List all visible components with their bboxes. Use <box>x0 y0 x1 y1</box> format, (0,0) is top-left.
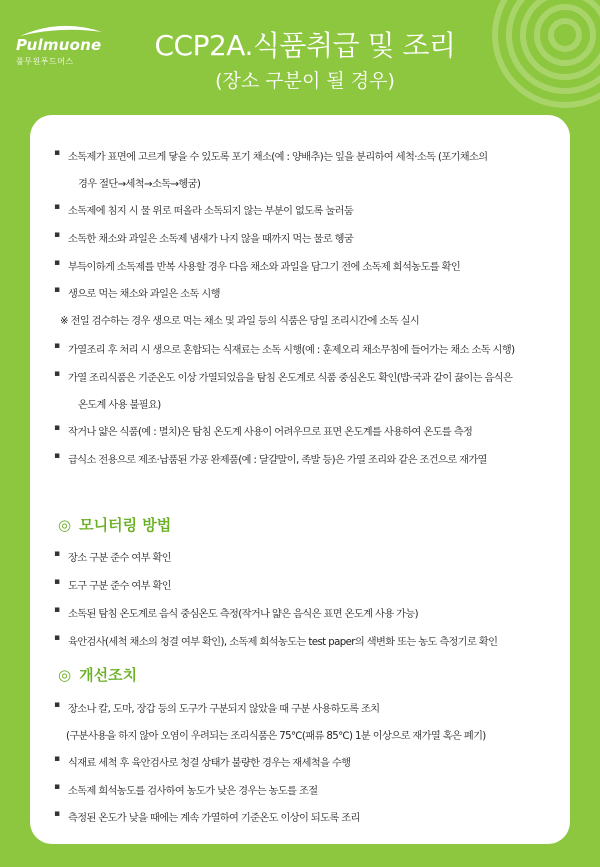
double-circle-icon: ◎ <box>58 666 72 684</box>
double-circle-icon: ◎ <box>58 516 72 534</box>
list-item: ▪ 소독제에 침지 시 물 위로 떠올라 소독되지 않는 부분이 없도록 눌러둠 <box>68 202 560 217</box>
list-item: ▪ 생으로 먹는 채소와 과일은 소독 시행 <box>68 285 560 300</box>
list-item: ▪ 장소나 칼, 도마, 장갑 등의 도구가 구분되지 않았을 때 구분 사용하도록 조치 <box>68 700 560 715</box>
corrective-heading-label: 개선조치 <box>79 666 138 684</box>
note-text: ※ 전일 검수하는 경우 생으로 먹는 채소 및 과일 등의 식품은 당일 조리시간에 소독 실시 <box>60 316 420 327</box>
page-title: CCP2A.식품취급 및 조리 <box>154 29 456 62</box>
list-item: ▪ 육안검사(세척 채소의 청결 여부 확인), 소독제 희석농도는 test paper의 색변화 또는 농도 측정기로 확인 <box>68 633 560 648</box>
list-item: ▪ 소독한 채소와 과일은 소독제 냄새가 나지 않을 때까지 먹는 물로 헹굼 <box>68 230 560 245</box>
brand-sub: 풀무원푸드머스 <box>16 57 74 66</box>
list-item-continuation: 경우 절단→세척→소독→헹굼) <box>78 179 201 190</box>
list-item: ▪ 소독제 희석농도를 검사하여 농도가 낮은 경우는 농도를 조절 <box>68 782 560 797</box>
list-item: ▪ 급식소 전용으로 제조·납품된 가공 완제품(예 : 달걀말이, 족발 등)은 가열 조리와 같은 조건으로 재가열 <box>68 451 560 466</box>
brand-name: Pulmuone <box>16 36 102 54</box>
brand-logo <box>16 22 116 67</box>
list-item-continuation: (구분사용을 하지 않아 오염이 우려되는 조리식품은 75℃(패류 85℃) 1분 이상으로 재가열 혹은 폐기) <box>66 731 486 742</box>
monitoring-heading <box>58 514 171 535</box>
list-item: ▪ 소독된 탐침 온도계로 음식 중심온도 측정(작거나 얇은 음식은 표면 온도계 사용 가능) <box>68 605 560 620</box>
content-card <box>30 115 570 844</box>
list-item: ▪ 측정된 온도가 낮을 때에는 계속 가열하여 기준온도 이상이 되도록 조리 <box>68 809 560 824</box>
list-item-continuation: 온도계 사용 불필요) <box>78 400 161 411</box>
list-item: ▪ 부득이하게 소독제를 반복 사용할 경우 다음 채소와 과일을 담그기 전에 소독제 희석농도를 확인 <box>68 258 560 273</box>
list-item: ▪ 가열조리 후 처리 시 생으로 혼합되는 식재료는 소독 시행(예 : 훈제오리 채소무침에 들어가는 채소 소독 시행) <box>68 341 560 356</box>
list-item: ▪ 도구 구분 준수 여부 확인 <box>68 577 560 592</box>
page-subtitle: (장소 구분이 될 경우) <box>215 70 395 92</box>
list-item: ▪ 가열 조리식품은 기준온도 이상 가열되었음을 탐침 온도계로 식품 중심온도 확인(밥·국과 같이 끓이는 음식은 <box>68 369 560 384</box>
list-item: ▪ 장소 구분 준수 여부 확인 <box>68 549 560 564</box>
list-item: ▪ 식재료 세척 후 육안검사로 청결 상태가 불량한 경우는 재세척을 수행 <box>68 754 560 769</box>
decorative-rings-icon <box>490 0 600 110</box>
list-item: ▪ 소독제가 표면에 고르게 닿을 수 있도록 포기 채소(예 : 양배추)는 잎을 분리하여 세척·소독 (포기채소의 <box>68 148 560 163</box>
list-item: ▪ 작거나 얇은 식품(예 : 멸치)은 탐침 온도계 사용이 어려우므로 표면 온도계를 사용하여 온도를 측정 <box>68 423 560 438</box>
corrective-heading <box>58 664 137 685</box>
monitoring-heading-label: 모니터링 방법 <box>79 516 172 534</box>
